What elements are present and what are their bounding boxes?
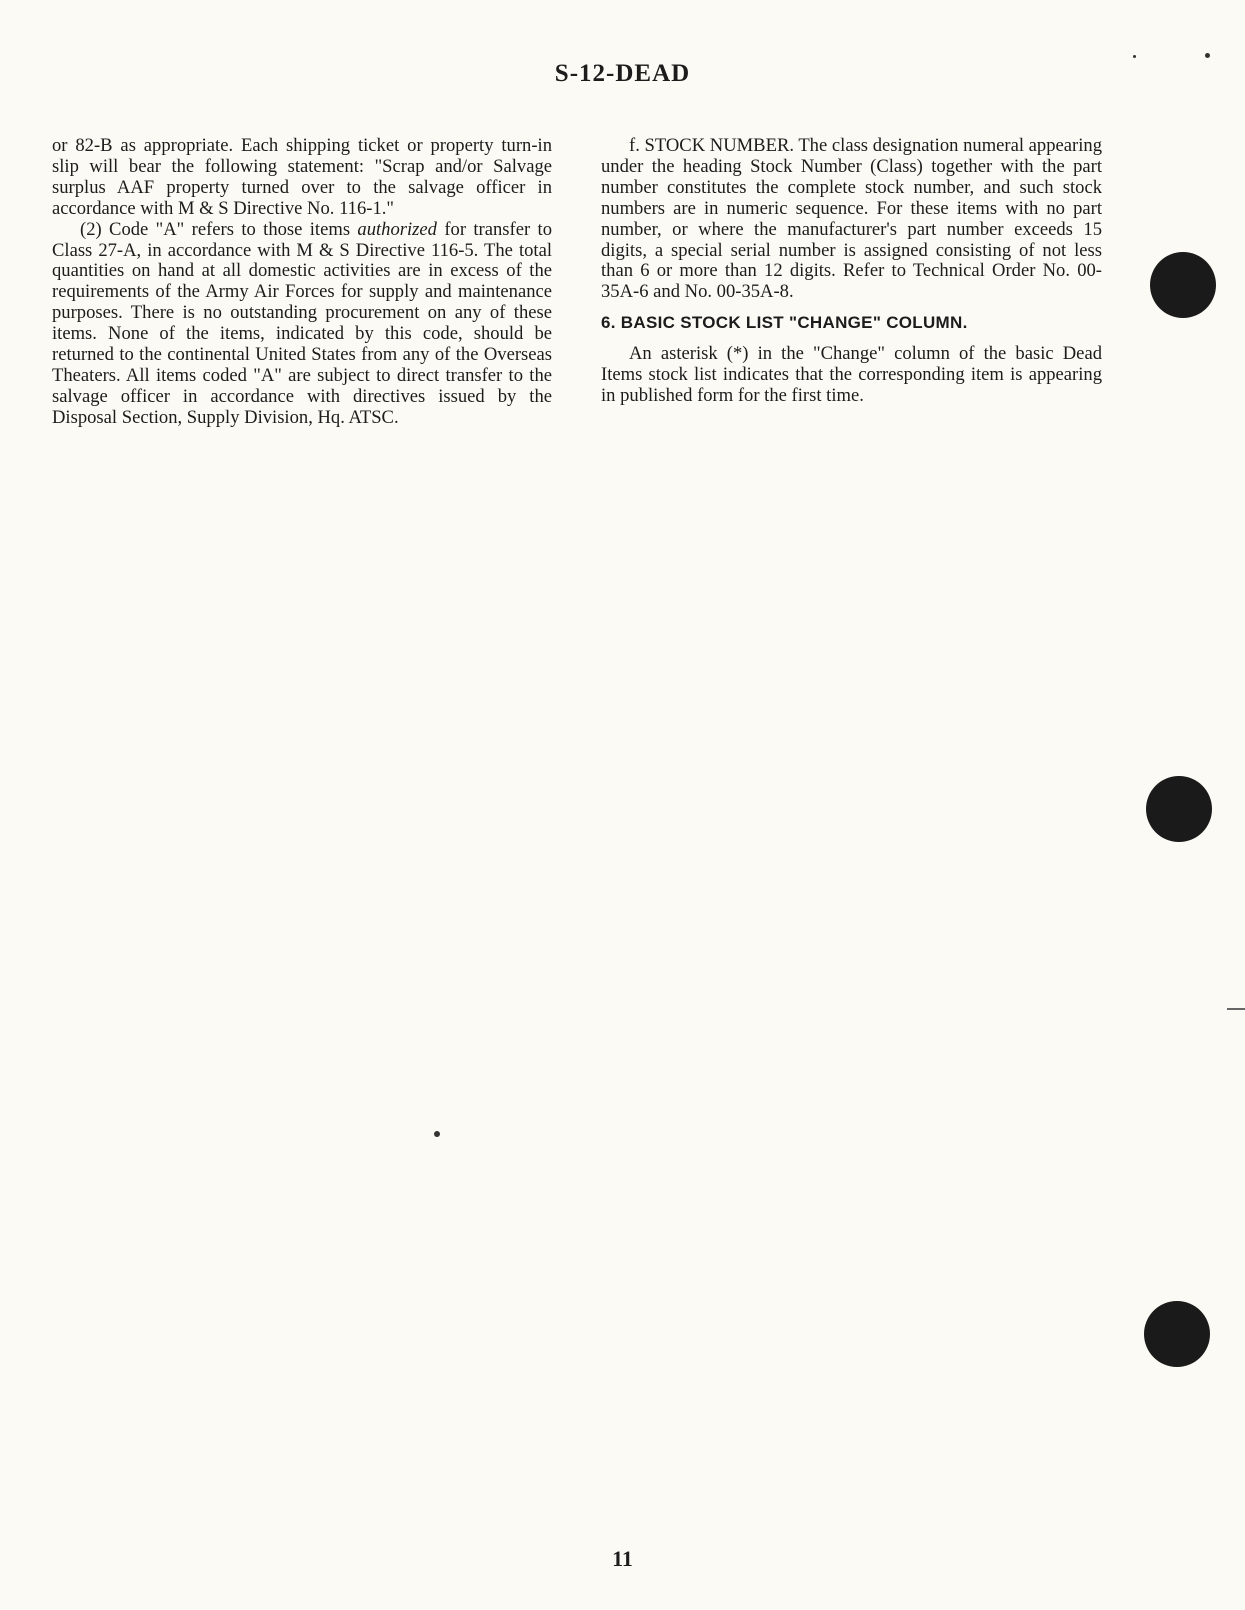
left-paragraph-2 [52,220,552,429]
left-paragraph-2-emphasis: authorized [357,218,437,240]
speck-mark [434,1131,440,1137]
speck-mark [1133,55,1136,58]
punch-hole-middle [1146,776,1212,842]
page-header: S-12-DEAD [554,60,691,87]
left-paragraph-2-end: for transfer to Class 27-A, in accordance with M & S Directive 116-5. The total quantities on hand at all domestic activities are in excess of the requirements of the Army Air Forces for supply and maintenance purposes. There is no outstanding procurement on any of these items. None of the items, indicated by this code, should be returned to the continental United States from any of the Overseas Theaters. All items coded "A" are subject to direct transfer to the salvage officer in accordance with directives issued by the Disposal Section, Supply Division, Hq. ATSC. [52,218,552,428]
edge-mark [1227,1008,1245,1010]
punch-hole-top [1150,252,1216,318]
left-paragraph-2-start: (2) Code "A" refers to those items [80,218,358,240]
right-paragraph-1: f. STOCK NUMBER. The class designation numeral appearing under the heading Stock Number (Class) together with the part number constitutes the complete stock number, and such stock numbers are in numeric sequence. For these items with no part number, or where the manufacturer's part number exceeds 15 digits, a special serial number is assigned consisting of not less than 6 or more than 12 digits. Refer to Technical Order No. 00-35A-6 and No. 00-35A-8. [601,135,1102,303]
left-column [52,136,552,429]
page-number: 11 [612,1546,633,1571]
section-heading: 6. BASIC STOCK LIST "CHANGE" COLUMN. [601,313,968,333]
right-column [601,136,1102,407]
speck-mark [1205,53,1210,58]
left-paragraph-1: or 82-B as appropriate. Each shipping ticket or property turn-in slip will bear the following statement: "Scrap and/or Salvage surplus AAF property turned over to the salvage officer in accordance with M & S Directive No. 116-1." [52,135,552,219]
right-paragraph-2: An asterisk (*) in the "Change" column of the basic Dead Items stock list indicates that the corresponding item is appearing in published form for the first time. [601,343,1102,406]
punch-hole-bottom [1144,1301,1210,1367]
